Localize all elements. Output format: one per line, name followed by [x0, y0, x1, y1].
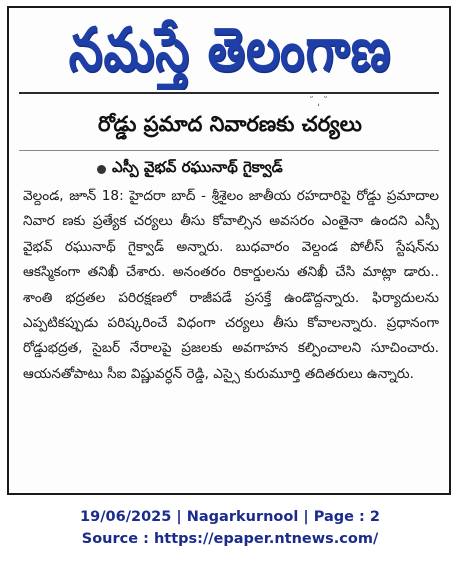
clipping-footer — [0, 506, 460, 550]
article-headline: రోడ్డు ప్రమాద నివారణకు చర్యలు — [98, 112, 362, 136]
masthead-title: నమస్తే తెలంగాణ — [68, 15, 392, 85]
headline-divider — [19, 150, 439, 151]
source-link[interactable]: Source : https://epaper.ntnews.com/ — [81, 531, 379, 547]
clipping-edge-mark: ˘ ͵ ˘ — [309, 96, 329, 107]
bullet-icon — [97, 165, 106, 174]
byline-text: ఎస్పీ వైభవ్ రఘునాథ్ గైక్వాడ్ — [112, 158, 283, 176]
article-body: వెల్దండ, జూన్ 18: హైదరా బాద్ - శ్రీశైలం జాతీయ రహదారిపై రోడ్డు ప్రమాదాల నివార ణకు ప్రత్యేక చర్యలు తీసు కోవాల్సిన అవసరం ఎంతైనా ఉందని ఎస్పీ వైభవ్ రఘునాథ్ గైక్వాడ్ అన్నారు. బుధవారం వెల్దండ పోలీస్ స్టేషన్‌ను ఆకస్మికంగా తనిఖీ చేశారు. అనంతరం రికార్డులను తనిఖీ చేసి మాట్లా డారు.. శాంతి భద్రతల పరిరక్షణలో రాజీపడే ప్రసక్తే ఉండొద్దన్నారు. ఫిర్యాదులను ఎప్పటికప్పుడు పరిష్కరించే విధంగా చర్యలు తీసు కోవాలన్నారు. ప్రధానంగా రోడ్డుభద్రత, సైబర్ నేరాలపై ప్రజలకు అవగాహన కల్పించాలని సూచించారు. ఆయనతోపాటు సీఐ విష్ణువర్ధన్ రెడ్డి, ఎస్సై కురుమూర్తి తదితరులు ఉన్నారు. — [23, 188, 439, 382]
masthead-divider — [19, 92, 439, 94]
article-byline — [97, 158, 283, 180]
edition-info: 19/06/2025 | Nagarkurnool | Page : 2 — [80, 509, 380, 525]
masthead — [23, 10, 437, 90]
newspaper-clipping — [7, 6, 451, 495]
